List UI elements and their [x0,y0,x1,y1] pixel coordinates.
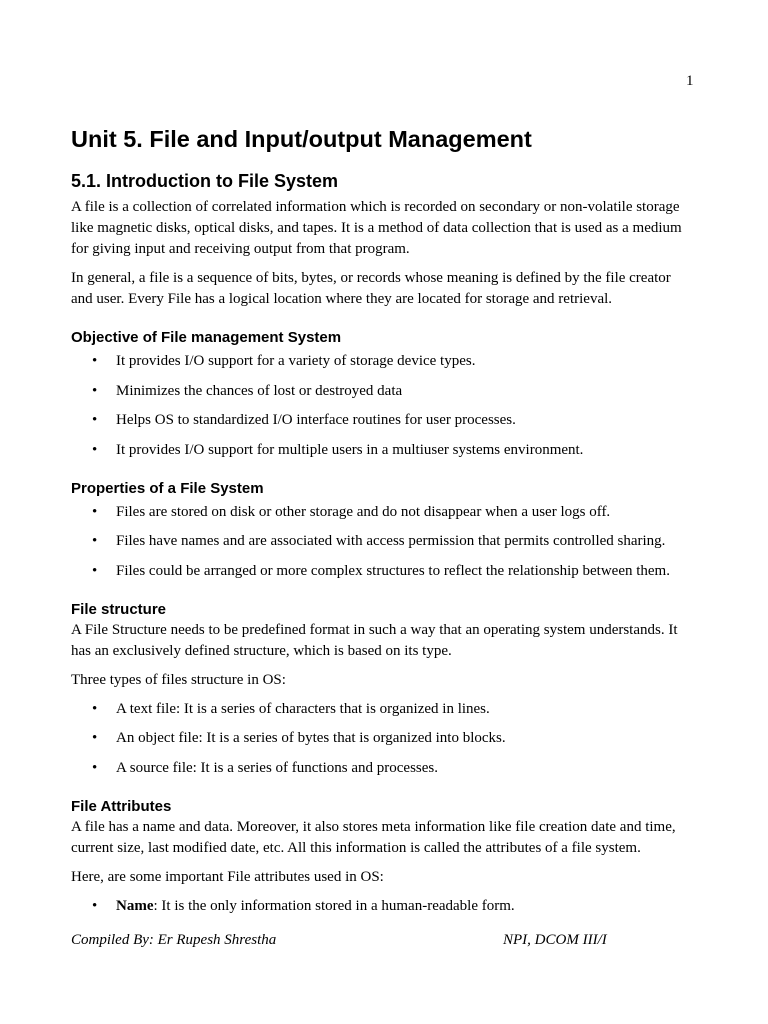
paragraph: A file has a name and data. Moreover, it also stores meta information like file creation date and time, current size, last modified date, etc. All this information is called the attributes of a file system. [71,818,676,856]
section-heading: 5.1. Introduction to File System [71,171,339,191]
list-item: • Helps OS to standardized I/O interface routines for user processes. [71,410,691,431]
paragraph: Here, are some important File attributes used in OS: [71,868,384,885]
document-body [71,124,691,925]
list-item: • A text file: It is a series of characters that is organized in lines. [71,699,691,720]
list-item: • Files could be arranged or more complex structures to reflect the relationship between them. [71,561,691,582]
footer-author: Compiled By: Er Rupesh Shrestha [71,932,277,948]
list-item: • Minimizes the chances of lost or destroyed data [71,381,691,402]
list-item: • A source file: It is a series of functions and processes. [71,758,691,779]
attribute-term: Name [116,897,154,914]
objective-heading: Objective of File management System [71,329,342,346]
list-item: • An object file: It is a series of bytes that is organized into blocks. [71,728,691,749]
list-item: • It provides I/O support for a variety of storage device types. [71,351,691,372]
list-item: • Files have names and are associated with access permission that permits controlled sharing. [71,531,691,552]
paragraph: A File Structure needs to be predefined format in such a way that an operating system understands. It has an exclusively defined structure, which is based on its type. [71,621,678,659]
attribute-description: : It is the only information stored in a human-readable form. [153,897,515,914]
structure-list [71,699,691,779]
list-item: • Files are stored on disk or other storage and do not disappear when a user logs off. [71,502,691,523]
objective-list [71,351,691,461]
list-item [71,896,691,917]
paragraph: A file is a collection of correlated information which is recorded on secondary or non-volatile storage like magnetic disks, optical disks, and tapes. It is a method of data collection that is used as a medium for giving input and receiving output from that program. [71,199,682,257]
file-attributes-heading: File Attributes [71,797,172,815]
list-item: • It provides I/O support for multiple users in a multiuser systems environment. [71,440,691,461]
properties-heading: Properties of a File System [71,479,264,497]
paragraph: In general, a file is a sequence of bits, bytes, or records whose meaning is defined by the file creator and user. Every File has a logical location where they are located for storage and retrieval. [71,270,671,307]
paragraph: Three types of files structure in OS: [71,671,286,688]
properties-list [71,502,691,582]
footer-course: NPI, DCOM III/I [503,932,607,948]
attributes-list [71,896,691,917]
file-structure-heading: File structure [71,600,167,618]
page-number: 1 [686,73,694,89]
unit-title: Unit 5. File and Input/output Management [71,126,532,152]
